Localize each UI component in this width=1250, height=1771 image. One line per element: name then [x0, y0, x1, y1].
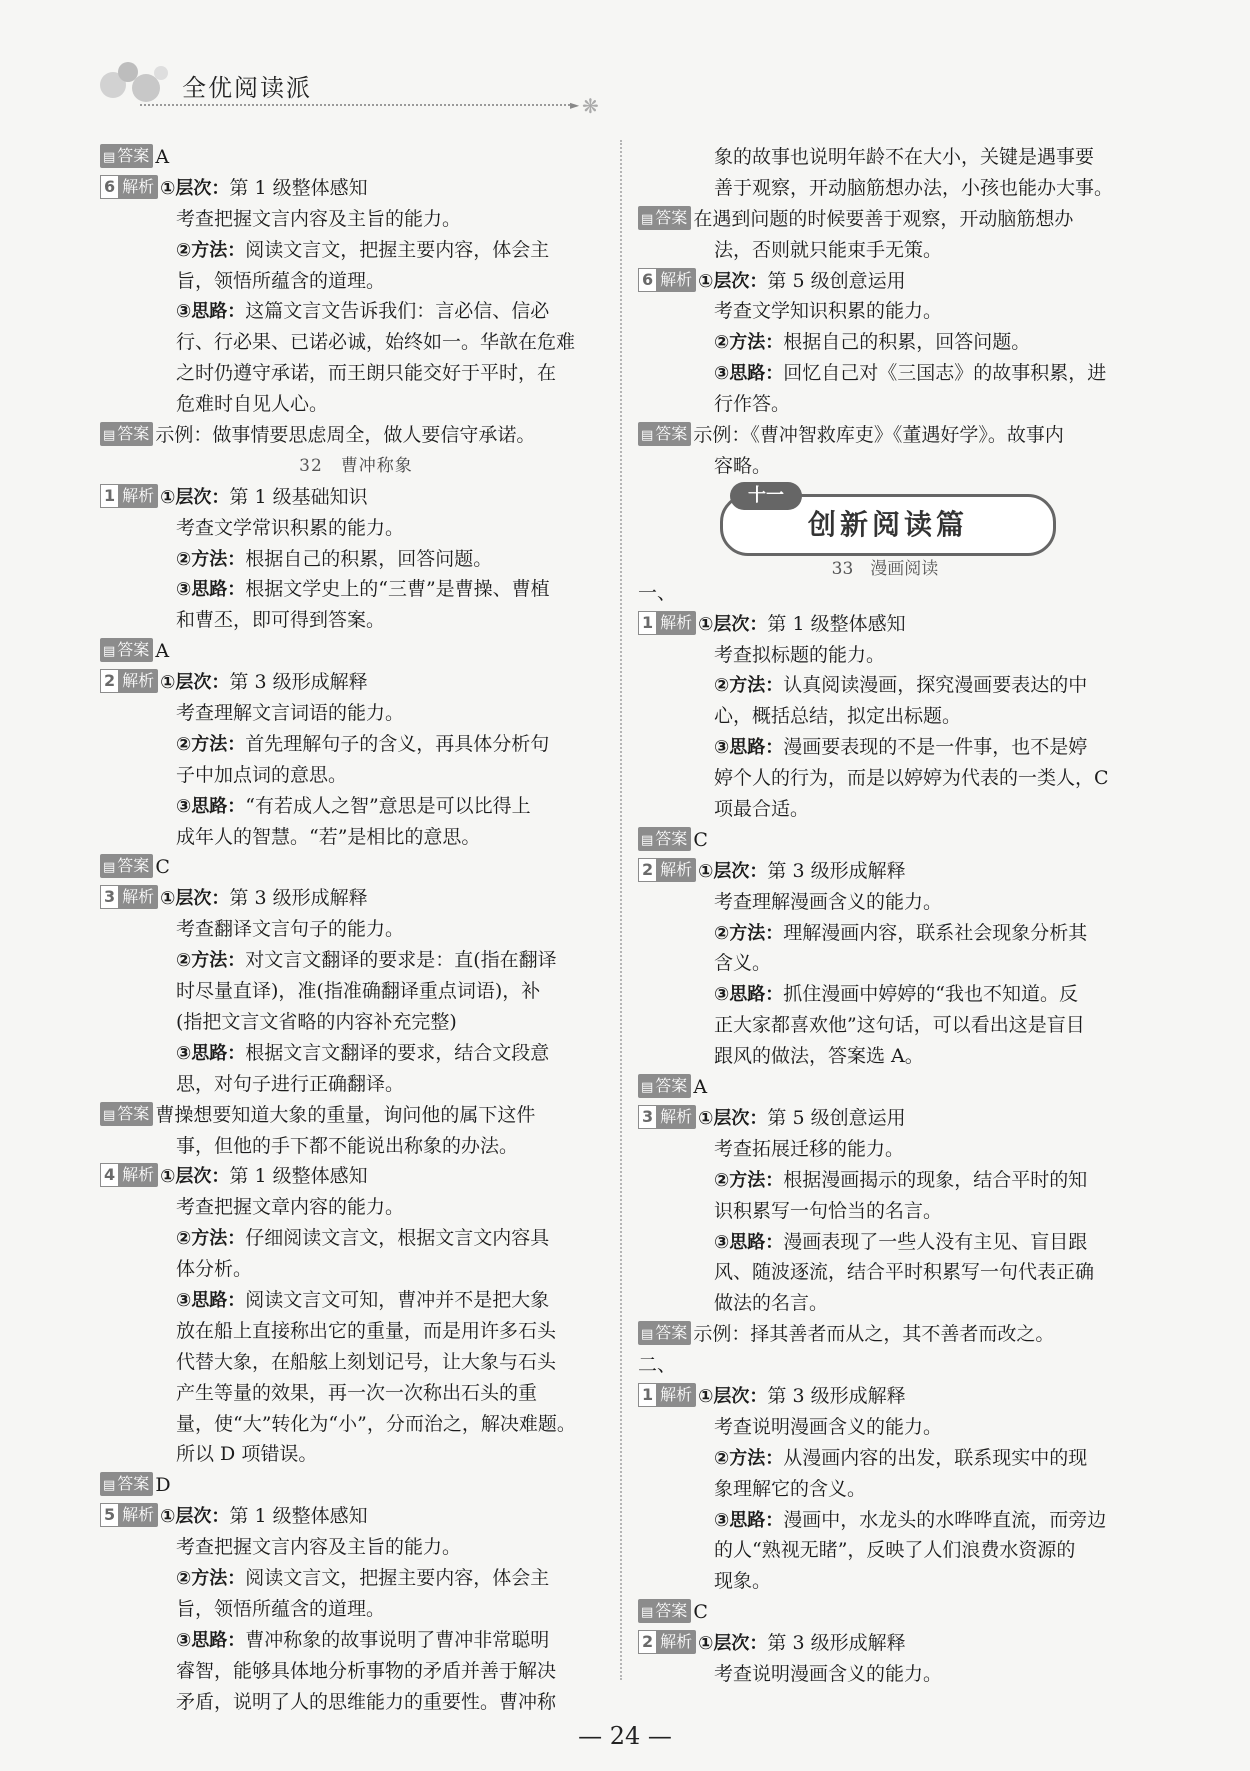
chapter-banner [638, 482, 1132, 578]
item-label: ①层次： [160, 1166, 230, 1188]
analysis-line: 1 解析 ①层次：第 3 级形成解释 [638, 1381, 1132, 1412]
analysis-tag: 1 解析 [638, 611, 696, 635]
text-line: 跟风的做法，答案选 A。 [714, 1045, 924, 1068]
text-line: ②方法：根据自己的积累，回答问题。 [714, 331, 1031, 354]
doc-icon: ▤ [641, 1605, 654, 1621]
page-number: — 24 — [578, 1722, 672, 1750]
text-line: ③思路：这篇文言文告诉我们：言必信、信必 [176, 300, 550, 323]
answer-line: ▤ 答案 曹操想要知道大象的重量，询问他的属下这件 [100, 1100, 612, 1131]
text-line: 量，使“大”转化为“小”，分而治之，解决难题。 [176, 1412, 576, 1435]
text-line: 项最合适。 [714, 798, 810, 821]
text-line: 的人“熟视无睹”，反映了人们浪费水资源的 [714, 1539, 1076, 1562]
analysis-tag: 2 解析 [638, 858, 696, 882]
analysis-line: 3 解析 ①层次：第 5 级创意运用 [638, 1103, 1132, 1134]
text-line: ②方法：根据自己的积累，回答问题。 [176, 547, 493, 570]
text-line: 产生等量的效果，再一次一次称出石头的重 [176, 1381, 538, 1404]
item-label: ②方法： [176, 548, 246, 570]
doc-icon: ▤ [103, 1478, 116, 1494]
item-label: ①层次： [160, 672, 230, 694]
item-label: ②方法： [714, 1169, 784, 1191]
answer-line: ▤ 答案 示例：《曹冲智救库吏》《董遇好学》。故事内 [638, 420, 1132, 451]
text-line: 旨，领悟所蕴含的道理。 [176, 269, 386, 292]
section-title: 曹冲称象 [340, 455, 413, 476]
answer-tag: ▤ 答案 [638, 1321, 691, 1345]
item-label: ②方法： [714, 675, 784, 697]
text-line: 之时仍遵守承诺，而王朗只能交好于平时，在 [176, 362, 557, 385]
item-label: ①层次： [698, 613, 768, 635]
answer-tag: ▤ 答案 [638, 1074, 691, 1098]
item-label: ①层次： [160, 888, 230, 910]
text-line: 象的故事也说明年龄不在大小，关键是遇事要 [714, 146, 1095, 168]
doc-icon: ▤ [641, 1327, 654, 1343]
item-label: ②方法： [176, 239, 246, 261]
text-line: ②方法：首先理解句子的含义，再具体分析句 [176, 732, 550, 755]
text-line: 考查把握文言内容及主旨的能力。 [176, 207, 462, 230]
item-label: ③思路： [176, 795, 246, 817]
text-line: ③思路：“有若成人之智”意思是可以比得上 [176, 794, 531, 817]
section-marker: 二、 [638, 1354, 677, 1377]
question-number: 6 [100, 175, 119, 199]
text-line: 考查理解文言词语的能力。 [176, 702, 405, 725]
text-line: 考查把握文章内容的能力。 [176, 1196, 405, 1219]
chapter-title: 创新阅读篇 [720, 494, 1056, 556]
analysis-tag: 3 解析 [100, 885, 158, 909]
text-line: ③思路：漫画表现了一些人没有主见、盲目跟 [714, 1230, 1088, 1253]
text-line: 思，对句子进行正确翻译。 [176, 1072, 405, 1095]
item-label: ①层次： [698, 1385, 768, 1407]
text-line: 考查把握文言内容及主旨的能力。 [176, 1536, 462, 1559]
question-number: 2 [638, 1630, 657, 1654]
text-line: 考查拓展迁移的能力。 [714, 1137, 905, 1160]
item-label: ③思路： [176, 1629, 246, 1651]
text-line: 做法的名言。 [714, 1292, 829, 1315]
text-line: ②方法：对文言文翻译的要求是：直(指在翻译 [176, 949, 557, 972]
text-line: 正大家都喜欢他”这句话，可以看出这是盲目 [714, 1014, 1085, 1037]
doc-icon: ▤ [103, 644, 116, 660]
right-column [638, 142, 1132, 1690]
analysis-line: 6 解析 ①层次：第 1 级整体感知 [100, 173, 612, 204]
text-line: 现象。 [714, 1570, 772, 1593]
analysis-tag: 6 解析 [100, 175, 158, 199]
item-label: ③思路： [714, 1231, 784, 1253]
question-number: 5 [100, 1503, 119, 1527]
text-line: ③思路：根据文学史上的“三曹”是曹操、曹植 [176, 578, 550, 601]
doc-icon: ▤ [641, 211, 654, 227]
item-label: ③思路： [176, 579, 246, 601]
answer-line: ▤ 答案 A [100, 636, 612, 667]
text-line: ③思路：阅读文言文可知，曹冲并不是把大象 [176, 1288, 550, 1311]
analysis-tag: 5 解析 [100, 1503, 158, 1527]
answer-line: ▤ 答案 C [638, 825, 1132, 856]
answer-line: ▤ 答案 C [100, 852, 612, 883]
analysis-tag: 2 解析 [100, 669, 158, 693]
text-line: ③思路：根据文言文翻译的要求，结合文段意 [176, 1041, 550, 1064]
answer-tag: ▤ 答案 [100, 854, 153, 878]
analysis-tag: 1 解析 [100, 484, 158, 508]
text-line: ②方法：从漫画内容的出发，联系现实中的现 [714, 1446, 1088, 1469]
text-line: ②方法：理解漫画内容，联系社会现象分析其 [714, 921, 1088, 944]
analysis-line: 4 解析 ①层次：第 1 级整体感知 [100, 1161, 612, 1192]
analysis-line: 5 解析 ①层次：第 1 级整体感知 [100, 1501, 612, 1532]
text-line: 心，概括总结，拟定出标题。 [714, 705, 962, 728]
question-number: 1 [100, 484, 119, 508]
item-label: ②方法： [176, 733, 246, 755]
text-line: 考查说明漫画含义的能力。 [714, 1662, 943, 1685]
text-line: 考查理解漫画含义的能力。 [714, 890, 943, 913]
text-line: 风、随波逐流，结合平时积累写一句代表正确 [714, 1261, 1095, 1284]
item-label: ②方法： [176, 950, 246, 972]
text-line: ②方法：根据漫画揭示的现象，结合平时的知 [714, 1168, 1088, 1191]
left-column [100, 142, 612, 1717]
item-label: ③思路： [176, 301, 246, 323]
analysis-line: 6 解析 ①层次：第 5 级创意运用 [638, 266, 1132, 297]
answer-tag: ▤ 答案 [638, 1599, 691, 1623]
doc-icon: ▤ [103, 860, 116, 876]
text-line: 子中加点词的意思。 [176, 763, 348, 786]
text-line: 和曹丕，即可得到答案。 [176, 609, 386, 632]
chapter-subtitle: 33 漫画阅读 [831, 558, 939, 579]
item-label: ①层次： [698, 270, 768, 292]
doc-icon: ▤ [103, 1107, 116, 1123]
item-label: ③思路： [714, 984, 784, 1006]
text-line: 考查文学知识积累的能力。 [714, 300, 943, 323]
item-label: ③思路： [176, 1042, 246, 1064]
text-line: ③思路：回忆自己对《三国志》的故事积累，进 [714, 362, 1107, 385]
text-line: 睿智，能够具体地分析事物的矛盾并善于解决 [176, 1659, 557, 1682]
analysis-line: 3 解析 ①层次：第 3 级形成解释 [100, 883, 612, 914]
text-line: ②方法：阅读文言文，把握主要内容，体会主 [176, 238, 550, 261]
analysis-line: 1 解析 ①层次：第 1 级整体感知 [638, 609, 1132, 640]
item-label: ③思路： [714, 363, 784, 385]
question-number: 2 [100, 669, 119, 693]
text-line: ②方法：阅读文言文，把握主要内容，体会主 [176, 1566, 550, 1589]
item-label: ②方法： [714, 332, 784, 354]
answer-tag: ▤ 答案 [100, 422, 153, 446]
analysis-line: 1 解析 ①层次：第 1 级基础知识 [100, 482, 612, 513]
answer-line: ▤ 答案 A [638, 1072, 1132, 1103]
answer-line: ▤ 答案 A [100, 142, 612, 173]
arrow-icon: ► [570, 98, 580, 112]
text-line: 考查文学常识积累的能力。 [176, 516, 405, 539]
answer-tag: ▤ 答案 [638, 827, 691, 851]
item-label: ①层次： [698, 1107, 768, 1129]
doc-icon: ▤ [103, 150, 116, 165]
text-line: 行作答。 [714, 393, 791, 416]
analysis-tag: 1 解析 [638, 1383, 696, 1407]
question-number: 1 [638, 1383, 657, 1407]
item-label: ①层次： [698, 1633, 768, 1655]
item-label: ②方法： [714, 922, 784, 944]
question-number: 3 [638, 1105, 657, 1129]
doc-icon: ▤ [641, 1080, 654, 1096]
answer-tag: ▤ 答案 [100, 1102, 153, 1126]
analysis-tag: 6 解析 [638, 268, 696, 292]
chapter-number: 十一 [730, 482, 802, 510]
analysis-tag: 2 解析 [638, 1630, 696, 1654]
item-label: ③思路： [714, 737, 784, 759]
item-label: ②方法： [176, 1228, 246, 1250]
answer-tag: ▤ 答案 [638, 422, 691, 446]
doc-icon: ▤ [641, 832, 654, 848]
text-line: ②方法：认真阅读漫画，探究漫画要表达的中 [714, 674, 1088, 697]
text-line: ②方法：仔细阅读文言文，根据文言文内容具 [176, 1227, 550, 1250]
answer-tag: ▤ 答案 [100, 638, 153, 662]
text-line: 旨，领悟所蕴含的道理。 [176, 1597, 386, 1620]
analysis-line: 2 解析 ①层次：第 3 级形成解释 [638, 1628, 1132, 1659]
text-line: 代替大象，在船舷上刻划记号，让大象与石头 [176, 1350, 557, 1373]
header-dotted-line [140, 104, 570, 106]
text-line: ③思路：漫画要表现的不是一件事，也不是婷 [714, 736, 1088, 759]
text-line: ③思路：曹冲称象的故事说明了曹冲非常聪明 [176, 1628, 550, 1651]
text-line: 体分析。 [176, 1258, 253, 1281]
text-line: 行、行必果、已诺必诚，始终如一。华歆在危难 [176, 331, 576, 354]
text-line: 矛盾，说明了人的思维能力的重要性。曹冲称 [176, 1690, 557, 1713]
item-label: ①层次： [160, 486, 230, 508]
answer-tag: ▤ 答案 [100, 144, 153, 168]
answer-line: ▤ 答案 示例：择其善者而从之，其不善者而改之。 [638, 1319, 1132, 1350]
analysis-tag: 3 解析 [638, 1105, 696, 1129]
analysis-line: 2 解析 ①层次：第 3 级形成解释 [100, 667, 612, 698]
text-line: 考查拟标题的能力。 [714, 643, 886, 666]
text-line: 法，否则就只能束手无策。 [714, 238, 943, 261]
section-marker: 一、 [638, 581, 677, 604]
question-number: 1 [638, 611, 657, 635]
item-label: ①层次： [160, 177, 230, 199]
text-line: 含义。 [714, 952, 772, 975]
text-line: 婷个人的行为，而是以婷婷为代表的一类人，C [714, 767, 1109, 790]
text-line: 时尽量直译)，准(指准确翻译重点词语)，补 [176, 980, 541, 1003]
analysis-tag: 4 解析 [100, 1163, 158, 1187]
text-line: 所以 D 项错误。 [176, 1443, 318, 1466]
question-number: 6 [638, 268, 657, 292]
answer-line: ▤ 答案 示例：做事情要思虑周全，做人要信守承诺。 [100, 420, 612, 451]
text-line: 危难时自见人心。 [176, 393, 329, 416]
flower-icon: ❋ [582, 94, 599, 118]
question-number: 3 [100, 885, 119, 909]
text-line: ③思路：抓住漫画中婷婷的“我也不知道。反 [714, 983, 1078, 1006]
text-line: 容略。 [714, 454, 772, 477]
answer-line: ▤ 答案 D [100, 1470, 612, 1501]
brand-title: 全优阅读派 [182, 74, 312, 102]
question-number: 2 [638, 858, 657, 882]
answer-tag: ▤ 答案 [100, 1472, 153, 1496]
text-line: 善于观察，开动脑筋想办法，小孩也能办大事。 [714, 176, 1114, 199]
section-subheading: 32 曹冲称象 [299, 455, 413, 476]
doc-icon: ▤ [641, 428, 654, 444]
text-line: (指把文言文省略的内容补充完整) [176, 1010, 457, 1033]
doc-icon: ▤ [103, 428, 116, 444]
column-divider [620, 140, 622, 1680]
text-line: 事，但他的手下都不能说出称象的办法。 [176, 1134, 519, 1157]
answer-line: ▤ 答案 C [638, 1597, 1132, 1628]
bubbles-decoration [100, 58, 170, 108]
text-line: 考查说明漫画含义的能力。 [714, 1415, 943, 1438]
text-line: 考查翻译文言句子的能力。 [176, 918, 405, 941]
item-label: ①层次： [160, 1506, 230, 1528]
analysis-line: 2 解析 ①层次：第 3 级形成解释 [638, 856, 1132, 887]
text-line: ③思路：漫画中，水龙头的水哗哗直流，而旁边 [714, 1508, 1107, 1531]
item-label: ①层次： [698, 860, 768, 882]
text-line: 识积累写一句恰当的名言。 [714, 1199, 943, 1222]
page-header [100, 58, 620, 118]
text-line: 象理解它的含义。 [714, 1477, 867, 1500]
item-label: ②方法： [714, 1447, 784, 1469]
item-label: ③思路： [176, 1289, 246, 1311]
item-label: ②方法： [176, 1567, 246, 1589]
text-line: 放在船上直接称出它的重量，而是用许多石头 [176, 1319, 557, 1342]
answer-tag: ▤ 答案 [638, 206, 691, 230]
text-line: 成年人的智慧。“若”是相比的意思。 [176, 825, 481, 848]
question-number: 4 [100, 1163, 119, 1187]
answer-line: ▤ 答案 在遇到问题的时候要善于观察，开动脑筋想办 [638, 204, 1132, 235]
item-label: ③思路： [714, 1509, 784, 1531]
